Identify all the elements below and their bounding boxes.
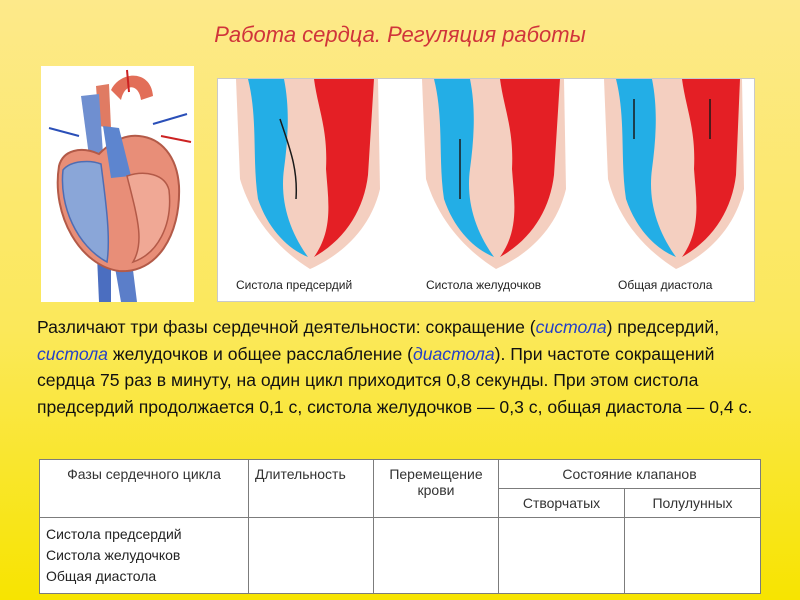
phase-caption-atrial-systole: Систола предсердий <box>236 278 353 292</box>
header-valves: Состояние клапанов <box>499 460 761 489</box>
paragraph-text: ). При частоте сокращений сердца 75 раз в минуту, на один цикл приходится 0,8 секунды. При этом систола предсердий продолжается 0,1 с, систола желудочков — 0,3 с, общая диастола — 0,4 с. <box>37 343 753 417</box>
paragraph-text: Различают три фазы сердечной деятельности: сокращение ( <box>37 317 536 337</box>
phase-caption-diastole: Общая диастола <box>618 278 713 292</box>
paragraph-text: ) предсердий, <box>606 317 720 337</box>
leaflet-valves-cell <box>499 518 625 594</box>
header-blood-movement: Перемещение крови <box>374 460 499 518</box>
header-leaflet-valves: Створчатых <box>499 489 625 518</box>
paragraph-text: желудочков и общее расслабление ( <box>107 343 413 364</box>
term-systole: систола <box>37 343 108 364</box>
cardiac-cycle-table <box>39 459 761 594</box>
header-duration: Длительность <box>249 460 374 518</box>
phase-list-cell <box>40 518 249 594</box>
duration-cell <box>249 518 374 594</box>
semilunar-valves-cell <box>625 518 761 594</box>
term-systole: систола <box>535 317 607 337</box>
term-diastole: диастола <box>412 343 495 364</box>
table-row-label: Систола желудочков <box>46 547 181 563</box>
description-paragraph <box>37 314 777 420</box>
heart-anatomy-illustration <box>41 66 194 302</box>
phase-caption-ventricular-systole: Систола желудочков <box>426 278 542 292</box>
heart-anatomy-icon <box>41 66 194 302</box>
table-row-label: Систола предсердий <box>46 526 182 542</box>
header-semilunar-valves: Полулунных <box>625 489 761 518</box>
blood-movement-cell <box>374 518 499 594</box>
table-row-label: Общая диастола <box>46 568 157 584</box>
slide-title: Работа сердца. Регуляция работы <box>214 22 586 47</box>
header-phases: Фазы сердечного цикла <box>40 460 249 518</box>
cardiac-phases-figure <box>217 78 755 302</box>
heart-cross-section-diagram <box>218 79 754 301</box>
